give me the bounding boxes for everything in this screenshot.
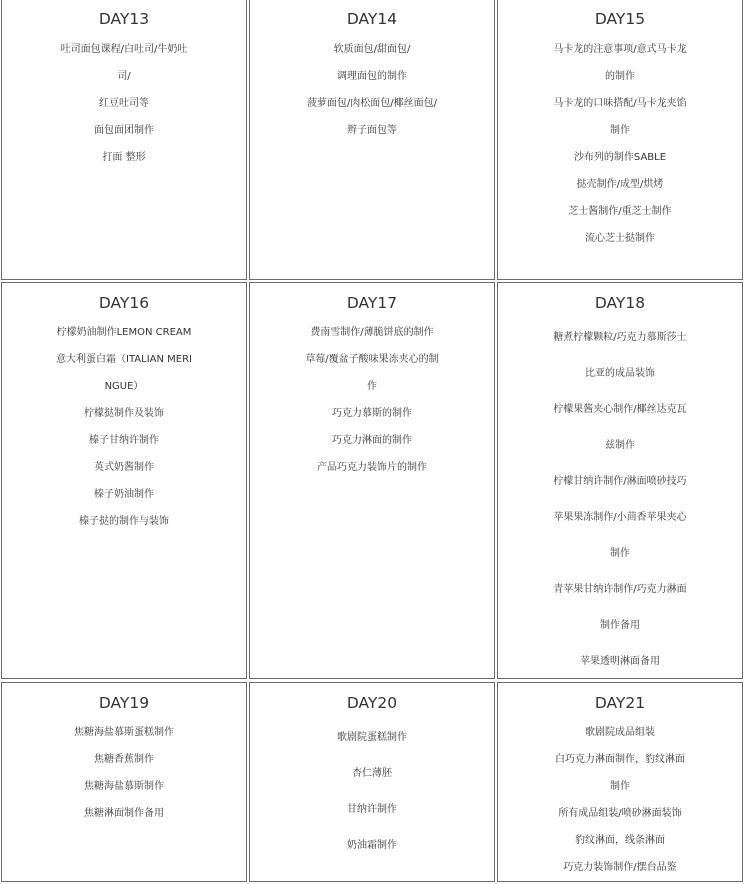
cell-line: 沙布列的制作SABLE (573, 152, 667, 163)
cell-line: 面包面团制作 (94, 125, 154, 136)
cell-line: 豹纹淋面，线条淋面 (575, 835, 665, 846)
cell-line: 比亚的成品装饰 (585, 368, 655, 379)
cell-line: 榛子甘纳许制作 (89, 435, 159, 446)
schedule-cell-day14 (249, 0, 495, 280)
cell-line: 制作 (610, 548, 630, 559)
cell-line: 歌剧院成品组装 (585, 727, 655, 738)
cell-line: 歌剧院蛋糕制作 (337, 732, 407, 743)
cell-line: 奶油霜制作 (347, 840, 397, 851)
cell-line: 辫子面包等 (347, 125, 397, 136)
cell-line: 意大利蛋白霜（ITALIAN MERI (56, 354, 192, 365)
day-label: DAY21 (594, 694, 646, 712)
schedule-cell-day21 (497, 682, 743, 882)
schedule-cell-day16 (1, 282, 247, 679)
cell-line: 柠檬奶油制作LEMON CREAM (56, 327, 192, 338)
day-label: DAY20 (346, 694, 398, 712)
cell-line: 软质面包/甜面包/ (333, 44, 411, 55)
schedule-cell-day13 (1, 0, 247, 280)
cell-line: 焦糖海盐慕斯蛋糕制作 (74, 727, 174, 738)
cell-line: 费南雪制作/薄脆饼底的制作 (310, 327, 434, 338)
cell-line: 打面 整形 (102, 152, 146, 163)
cell-line: NGUE） (104, 381, 144, 392)
cell-line: 菠萝面包/肉松面包/椰丝面包/ (306, 98, 438, 109)
cell-line: 巧克力装饰制作/摆台品鉴 (563, 862, 677, 873)
cell-line: 焦糖香蕉制作 (94, 754, 154, 765)
cell-line: 兹制作 (605, 440, 635, 451)
cell-line: 作 (367, 381, 377, 392)
cell-line: 制作 (610, 125, 630, 136)
cell-line: 柠檬果酱夹心制作/椰丝达克瓦 (553, 404, 687, 415)
schedule-cell-day18 (497, 282, 743, 679)
cell-line: 英式奶酱制作 (94, 462, 154, 473)
cell-line: 流心芝士挞制作 (585, 233, 655, 244)
cell-line: 柠檬甘纳许制作/淋面喷砂技巧 (553, 476, 687, 487)
cell-line: 巧克力淋面的制作 (332, 435, 412, 446)
cell-line: 杏仁薄胚 (352, 768, 392, 779)
day-label: DAY17 (346, 294, 398, 312)
cell-line: 焦糖淋面制作备用 (84, 808, 164, 819)
cell-line: 所有成品组装/喷砂淋面装饰 (558, 808, 682, 819)
cell-line: 马卡龙的口味搭配/马卡龙夹馅 (553, 98, 687, 109)
cell-line: 白巧克力淋面制作，豹纹淋面 (555, 754, 685, 765)
cell-line: 芝士酱制作/重芝士制作 (568, 206, 672, 217)
cell-line: 制作 (610, 781, 630, 792)
cell-line: 榛子奶油制作 (94, 489, 154, 500)
cell-line: 糖煮柠檬颗粒/巧克力慕斯莎士 (553, 332, 687, 343)
cell-line: 产品巧克力装饰片的制作 (317, 462, 427, 473)
day-label: DAY19 (98, 694, 150, 712)
cell-line: 吐司面包课程/白吐司/牛奶吐 (60, 44, 188, 55)
cell-line: 马卡龙的注意事项/意式马卡龙 (553, 44, 687, 55)
cell-line: 红豆吐司等 (99, 98, 149, 109)
cell-line: 青苹果甘纳许制作/巧克力淋面 (553, 584, 687, 595)
cell-line: 苹果果冻制作/小茴香苹果夹心 (553, 512, 687, 523)
cell-line: 调理面包的制作 (337, 71, 407, 82)
cell-line: 巧克力慕斯的制作 (332, 408, 412, 419)
cell-line: 草莓/覆盆子酸味果冻夹心的制 (305, 354, 439, 365)
cell-line: 挞壳制作/成型/烘烤 (576, 179, 664, 190)
cell-line: 焦糖海盐慕斯制作 (84, 781, 164, 792)
cell-line: 苹果透明淋面备用 (580, 656, 660, 667)
cell-line: 甘纳许制作 (347, 804, 397, 815)
day-label: DAY13 (98, 10, 150, 28)
cell-line: 柠檬挞制作及装饰 (84, 408, 164, 419)
cell-line: 司/ (117, 71, 131, 82)
schedule-cell-day17 (249, 282, 495, 679)
day-label: DAY16 (98, 294, 150, 312)
cell-line: 的制作 (605, 71, 635, 82)
schedule-cell-day15 (497, 0, 743, 280)
day-label: DAY14 (346, 10, 398, 28)
schedule-cell-day20 (249, 682, 495, 882)
schedule-cell-day19 (1, 682, 247, 882)
cell-line: 榛子挞的制作与装饰 (79, 516, 169, 527)
day-label: DAY15 (594, 10, 646, 28)
day-label: DAY18 (594, 294, 646, 312)
cell-line: 制作备用 (600, 620, 640, 631)
